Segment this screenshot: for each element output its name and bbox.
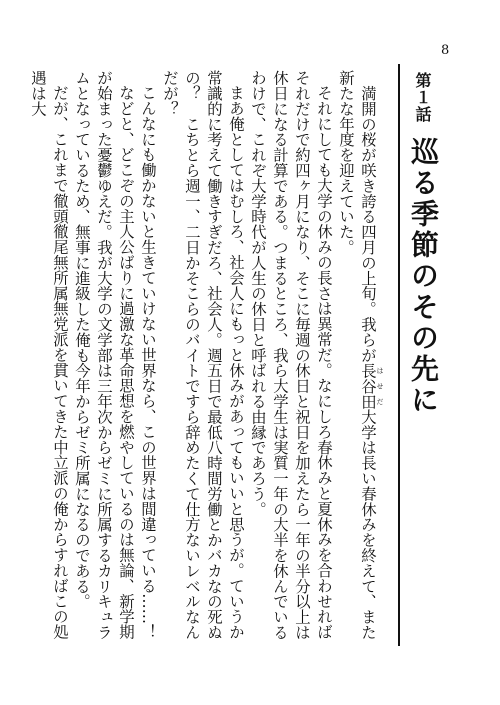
ruby-base: 長谷田 <box>359 362 377 409</box>
paragraph: それにしても大学の休みの長さは異常だ。なにしろ春休みと夏休みを合わせればそれだけで約四ヶ月になり、そこに毎週の休日と祝日を加えたら一年の半分以上は休日になる計算である。つまるところ、我ら大学生は実質一年の大半を休んでいるわけで、これぞ大学時代が人生の休日と呼ばれる由縁であろう。 <box>249 70 333 640</box>
chapter-heading <box>404 72 448 632</box>
body-text <box>29 70 384 645</box>
paragraph: などと、どこぞの主人公ばりに過激な革命思想を燃やしているのは無論、新学期が始まった憂鬱ゆえだ。我が大学の文学部は三年次からゼミに所属するカリキュラムとなっているため、無事に進級した俺も今年からゼミ所属になるのである。 <box>73 70 135 640</box>
chapter-divider-line <box>398 64 400 646</box>
page-number: 8 <box>441 43 450 58</box>
paragraph-text: 大学は長い春休みを終えて、また新たな年度を迎えていた。 <box>337 70 377 640</box>
ruby-reading: はせだ <box>376 362 384 409</box>
ruby-annotation <box>359 362 384 409</box>
paragraph: こんなにも働かないと生きていけない世界なら、この世界は間違っている……！ <box>139 85 157 640</box>
paragraph-text: 満開の桜が咲き誇る四月の上旬。我らが <box>359 85 377 363</box>
paragraph: だが、これまで徹頭徹尾無所属無党派を貫いてきた中立派の俺からすればこの処遇は大 <box>29 70 69 640</box>
chapter-label: 第１話 <box>413 72 432 123</box>
paragraph <box>335 70 384 645</box>
chapter-title: 巡る季節のその先に <box>407 137 440 416</box>
paragraph: まあ俺としてはむしろ、社会人にもっと休みがあってもいいと思うが。ていうか常識的に考えて働きすぎだろ、社会人。週五日で最低八時間労働とかバカなの死ぬの？ こちとら週一、二日かそこらのバイトですら辞めたくて仕方ないレベルなんだが？ <box>161 70 245 640</box>
